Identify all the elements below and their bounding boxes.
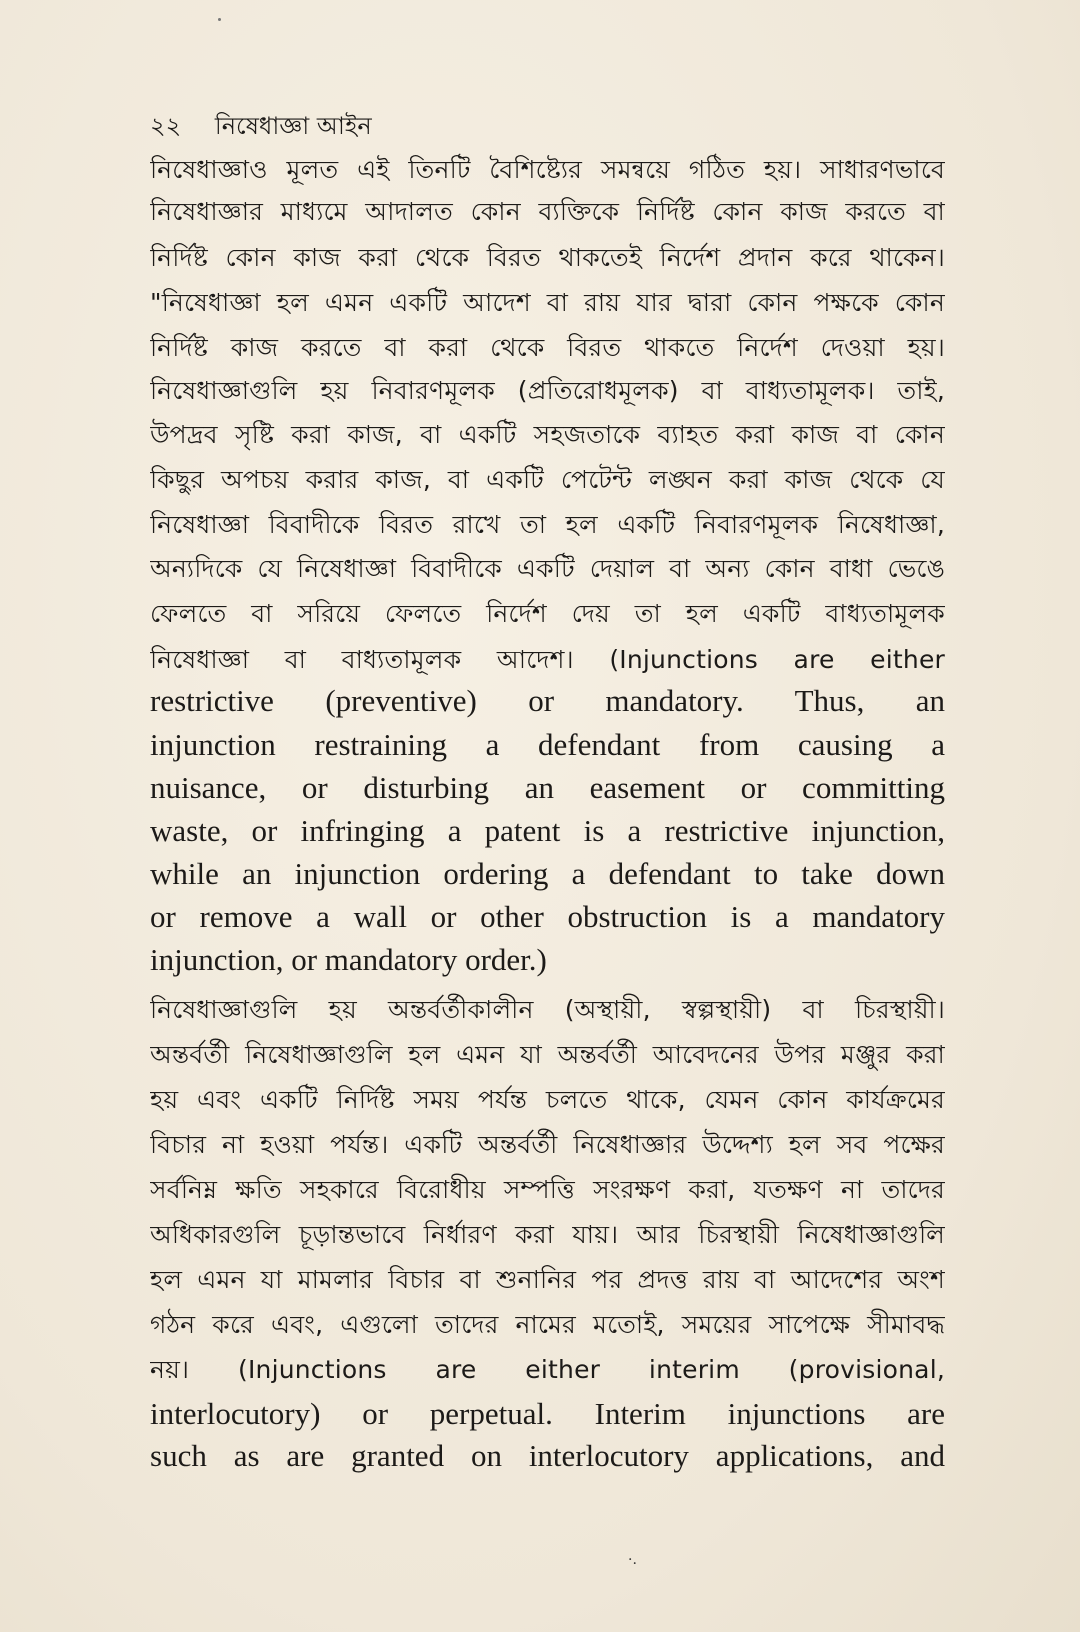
text-line-mixed: নয়। (Injunctions are either interim (provisional, — [150, 1355, 945, 1384]
text-line: "নিষেধাজ্ঞা হল এমন একটি আদেশ বা রায় যার দ্বারা কোন পক্ষকে কোন — [150, 288, 945, 317]
text-line: নিষেধাজ্ঞাগুলি হয় নিবারণমূলক (প্রতিরোধমূলক) বা বাধ্যতামূলক। তাই, — [150, 376, 945, 405]
text-line: গঠন করে এবং, এগুলো তাদের নামের মতোই, সময়ের সাপেক্ষে সীমাবদ্ধ — [150, 1310, 945, 1339]
text-line: বিচার না হওয়া পর্যন্ত। একটি অন্তর্বর্তী নিষেধাজ্ঞার উদ্দেশ্য হল সব পক্ষের — [150, 1130, 945, 1159]
text-line: such as are granted on interlocutory applications, and — [150, 1438, 945, 1473]
running-title: নিষেধাজ্ঞা আইন — [214, 112, 372, 140]
text-line: অধিকারগুলি চূড়ান্তভাবে নির্ধারণ করা যায়। আর চিরস্থায়ী নিষেধাজ্ঞাগুলি — [150, 1220, 945, 1249]
text-line: ফেলতে বা সরিয়ে ফেলতে নির্দেশ দেয় তা হল একটি বাধ্যতামূলক — [150, 599, 945, 628]
text-line: নিষেধাজ্ঞাও মূলত এই তিনটি বৈশিষ্ট্যের সমন্বয়ে গঠিত হয়। সাধারণভাবে — [150, 155, 945, 184]
text-line: অন্যদিকে যে নিষেধাজ্ঞা বিবাদীকে একটি দেয়াল বা অন্য কোন বাধা ভেঙে — [150, 554, 945, 583]
text-line: উপদ্রব সৃষ্টি করা কাজ, বা একটি সহজতাকে ব্যাহত করা কাজ বা কোন — [150, 420, 945, 449]
page-mark: ·. — [628, 1552, 637, 1568]
running-header — [150, 108, 372, 148]
text-line: injunction restraining a defendant from causing a — [150, 727, 945, 762]
text-line: কিছুর অপচয় করার কাজ, বা একটি পেটেন্ট লঙ্ঘন করা কাজ থেকে যে — [150, 465, 945, 494]
text-line: অন্তর্বর্তী নিষেধাজ্ঞাগুলি হল এমন যা অন্তর্বর্তী আবেদনের উপর মঞ্জুর করা — [150, 1040, 945, 1069]
text-line: নির্দিষ্ট কাজ করতে বা করা থেকে বিরত থাকতে নির্দেশ দেওয়া হয়। — [150, 333, 945, 362]
text-line: হল এমন যা মামলার বিচার বা শুনানির পর প্রদত্ত রায় বা আদেশের অংশ — [150, 1265, 945, 1294]
text-line: restrictive (preventive) or mandatory. Thus, an — [150, 683, 945, 718]
text-line: nuisance, or disturbing an easement or committing — [150, 770, 945, 805]
text-line: while an injunction ordering a defendant to take down — [150, 856, 945, 891]
text-line: নিষেধাজ্ঞাগুলি হয় অন্তর্বর্তীকালীন (অস্থায়ী, স্বল্পস্থায়ী) বা চিরস্থায়ী। — [150, 995, 945, 1024]
text-line: or remove a wall or other obstruction is a mandatory — [150, 899, 945, 934]
text-line: সর্বনিম্ন ক্ষতি সহকারে বিরোধীয় সম্পত্তি সংরক্ষণ করা, যতক্ষণ না তাদের — [150, 1175, 945, 1204]
text-line: interlocutory) or perpetual. Interim injunctions are — [150, 1396, 945, 1431]
text-line: waste, or infringing a patent is a restrictive injunction, — [150, 813, 945, 848]
text-line-mixed: নিষেধাজ্ঞা বা বাধ্যতামূলক আদেশ। (Injunctions are either — [150, 645, 945, 674]
text-line: নিষেধাজ্ঞা বিবাদীকে বিরত রাখে তা হল একটি নিবারণমূলক নিষেধাজ্ঞা, — [150, 510, 945, 539]
text-line: নিষেধাজ্ঞার মাধ্যমে আদালত কোন ব্যক্তিকে নির্দিষ্ট কোন কাজ করতে বা — [150, 197, 945, 226]
text-line: নির্দিষ্ট কোন কাজ করা থেকে বিরত থাকতেই নির্দেশ প্রদান করে থাকেন। — [150, 243, 945, 272]
page-number: ২২ — [150, 112, 182, 140]
text-line: injunction, or mandatory order.) — [150, 942, 547, 977]
text-line: হয় এবং একটি নির্দিষ্ট সময় পর্যন্ত চলতে থাকে, যেমন কোন কার্যক্রমের — [150, 1085, 945, 1114]
paper-speck — [218, 18, 221, 21]
